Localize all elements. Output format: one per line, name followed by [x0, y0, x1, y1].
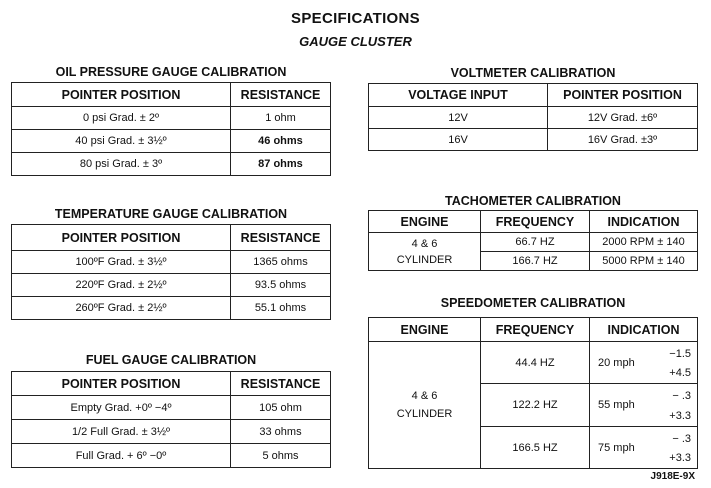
- table-row: [369, 107, 698, 129]
- resistance-cell: 55.1 ohms: [231, 297, 331, 320]
- speed-value: 20 mph: [598, 356, 635, 369]
- pointer-position-cell: 260ºF Grad. ± 2½º: [12, 297, 231, 320]
- voltage-input-cell: 16V: [369, 129, 548, 151]
- engine-cell: [369, 342, 481, 469]
- column-header: VOLTAGE INPUT: [369, 84, 548, 107]
- table-row: [12, 251, 331, 274]
- voltmeter-table-title: VOLTMETER CALIBRATION: [450, 66, 616, 80]
- engine-line: CYLINDER: [396, 253, 453, 266]
- pointer-position-cell: 220ºF Grad. ± 2½º: [12, 274, 231, 297]
- table-row: [369, 233, 698, 252]
- indication-cell: 2000 RPM ± 140: [590, 233, 698, 252]
- table-row: [12, 274, 331, 297]
- column-header: FREQUENCY: [481, 211, 590, 233]
- pointer-position-cell: 100ºF Grad. ± 3½º: [12, 251, 231, 274]
- resistance-cell: 33 ohms: [231, 420, 331, 444]
- pointer-position-cell: 16V Grad. ±3º: [548, 129, 698, 151]
- pointer-position-cell: 40 psi Grad. ± 3½º: [12, 130, 231, 153]
- temperature-table-title: TEMPERATURE GAUGE CALIBRATION: [54, 207, 288, 221]
- frequency-cell: 66.7 HZ: [481, 233, 590, 252]
- temperature-table: [11, 224, 331, 320]
- column-header: INDICATION: [590, 318, 698, 342]
- indication-cell: [590, 342, 698, 384]
- resistance-cell: 1 ohm: [231, 107, 331, 130]
- column-header: INDICATION: [590, 211, 698, 233]
- resistance-cell: 93.5 ohms: [231, 274, 331, 297]
- speed-value: 55 mph: [598, 399, 635, 411]
- pointer-position-cell: Full Grad. + 6º −0º: [12, 444, 231, 468]
- page-subtitle: GAUGE CLUSTER: [299, 34, 412, 49]
- engine-line: CYLINDER: [396, 408, 453, 420]
- frequency-cell: 166.7 HZ: [481, 252, 590, 271]
- column-header: POINTER POSITION: [12, 83, 231, 107]
- fuel-table-title: FUEL GAUGE CALIBRATION: [85, 353, 257, 367]
- fuel-table: [11, 371, 331, 468]
- column-header: ENGINE: [369, 318, 481, 342]
- resistance-cell: 5 ohms: [231, 444, 331, 468]
- tolerance-plus: +3.3: [669, 410, 691, 422]
- voltage-input-cell: 12V: [369, 107, 548, 129]
- column-header: POINTER POSITION: [12, 225, 231, 251]
- table-row: [12, 396, 331, 420]
- tolerance-minus: − .3: [672, 433, 691, 445]
- table-row: [12, 130, 331, 153]
- indication-cell: [590, 427, 698, 469]
- frequency-cell: 44.4 HZ: [481, 342, 590, 384]
- figure-code: J918E-9X: [650, 471, 695, 482]
- voltmeter-table: [368, 83, 698, 151]
- table-row: [12, 107, 331, 130]
- table-row: [12, 153, 331, 176]
- resistance-cell: 1365 ohms: [231, 251, 331, 274]
- pointer-position-cell: 1/2 Full Grad. ± 3½º: [12, 420, 231, 444]
- tachometer-table: [368, 210, 698, 271]
- table-row: [12, 297, 331, 320]
- column-header: POINTER POSITION: [548, 84, 698, 107]
- tachometer-table-title: TACHOMETER CALIBRATION: [445, 194, 621, 208]
- engine-line: 4 & 6: [411, 237, 438, 250]
- column-header: POINTER POSITION: [12, 372, 231, 396]
- speedometer-table-title: SPEEDOMETER CALIBRATION: [440, 296, 626, 310]
- column-header: ENGINE: [369, 211, 481, 233]
- column-header: RESISTANCE: [231, 83, 331, 107]
- column-header: RESISTANCE: [231, 372, 331, 396]
- frequency-cell: 166.5 HZ: [481, 427, 590, 469]
- oil-pressure-table: [11, 82, 331, 176]
- resistance-cell: 105 ohm: [231, 396, 331, 420]
- column-header: FREQUENCY: [481, 318, 590, 342]
- engine-cell: [369, 233, 481, 271]
- indication-cell: [590, 384, 698, 427]
- column-header: RESISTANCE: [231, 225, 331, 251]
- resistance-cell: 87 ohms: [231, 153, 331, 176]
- table-row: [369, 129, 698, 151]
- pointer-position-cell: Empty Grad. +0º −4º: [12, 396, 231, 420]
- tolerance-minus: −1.5: [669, 348, 691, 360]
- table-row: [369, 342, 698, 384]
- page-title: SPECIFICATIONS: [291, 10, 420, 27]
- pointer-position-cell: 12V Grad. ±6º: [548, 107, 698, 129]
- indication-cell: 5000 RPM ± 140: [590, 252, 698, 271]
- speed-value: 75 mph: [598, 441, 635, 454]
- oil-pressure-table-title: OIL PRESSURE GAUGE CALIBRATION: [55, 65, 287, 79]
- speedometer-table: [368, 317, 698, 469]
- engine-line: 4 & 6: [411, 390, 438, 402]
- pointer-position-cell: 80 psi Grad. ± 3º: [12, 153, 231, 176]
- tolerance-plus: +4.5: [669, 367, 691, 379]
- tolerance-minus: − .3: [672, 390, 691, 402]
- table-row: [12, 420, 331, 444]
- table-row: [12, 444, 331, 468]
- resistance-cell: 46 ohms: [231, 130, 331, 153]
- tolerance-plus: +3.3: [669, 452, 691, 464]
- pointer-position-cell: 0 psi Grad. ± 2º: [12, 107, 231, 130]
- frequency-cell: 122.2 HZ: [481, 384, 590, 427]
